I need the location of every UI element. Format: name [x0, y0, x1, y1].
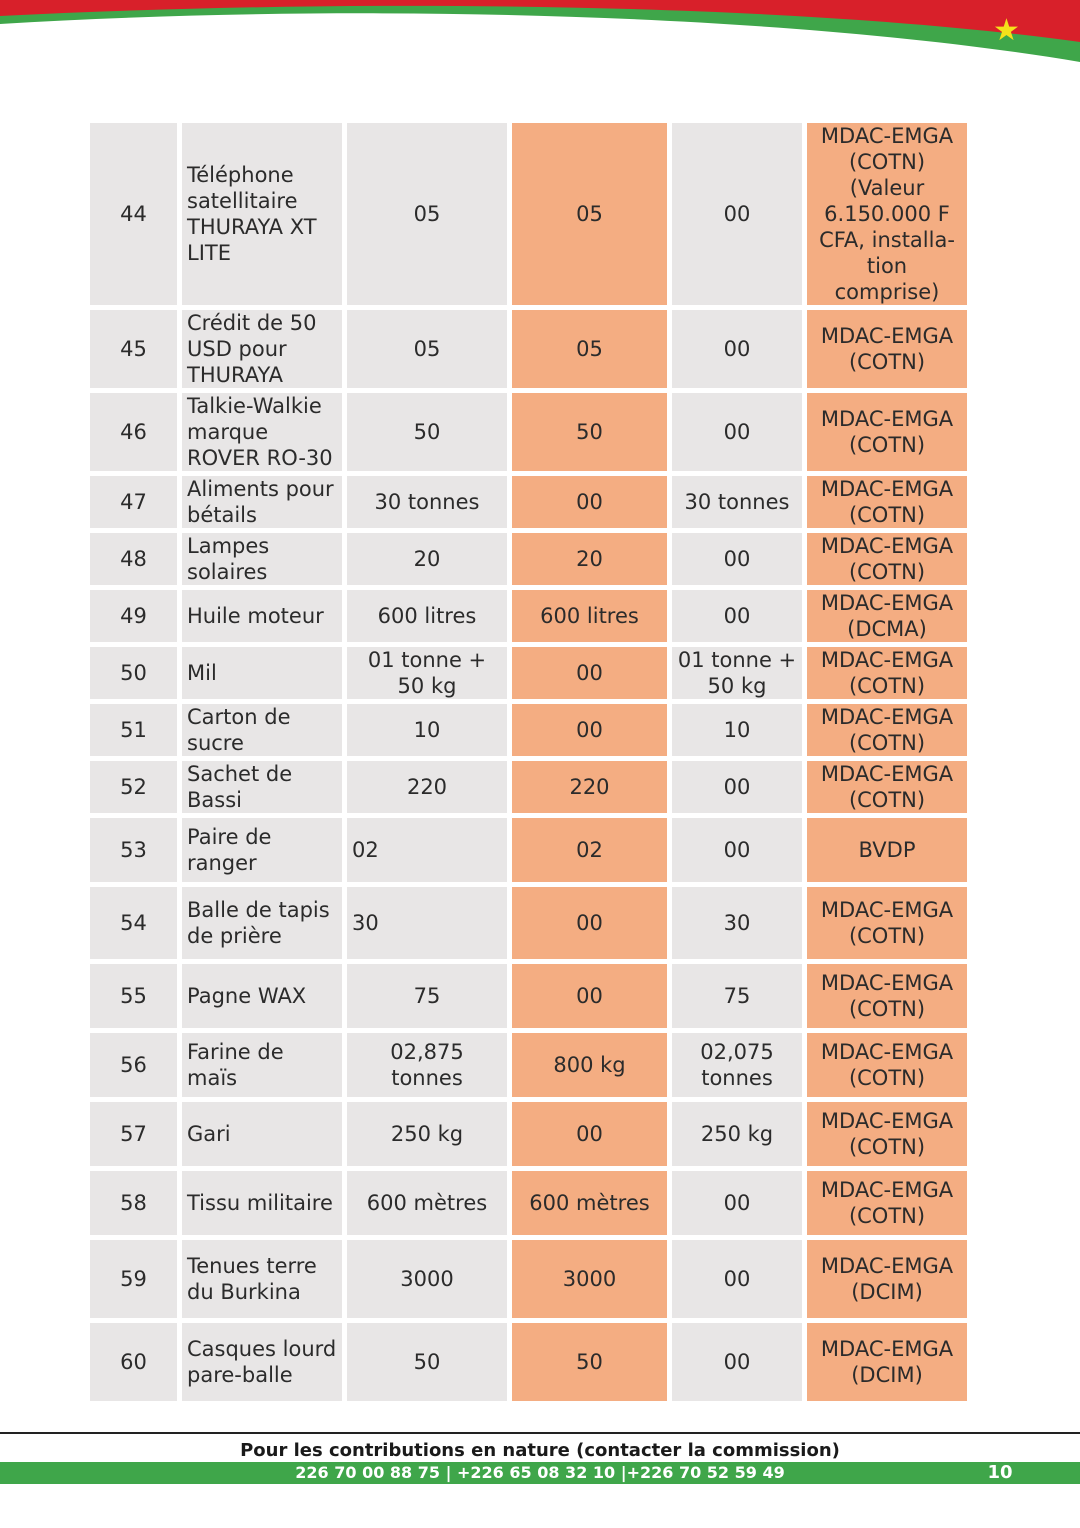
- row-number: 60: [90, 1323, 177, 1401]
- quantity-promised: 30 tonnes: [347, 476, 507, 528]
- quantity-remaining: 00: [672, 1240, 802, 1318]
- quantity-remaining: 00: [672, 818, 802, 882]
- table-row: [90, 533, 967, 585]
- quantity-remaining: 250 kg: [672, 1102, 802, 1166]
- quantity-remaining: 00: [672, 310, 802, 388]
- quantity-remaining: 00: [672, 1171, 802, 1235]
- quantity-remaining: 00: [672, 533, 802, 585]
- quantity-promised: 600 mètres: [347, 1171, 507, 1235]
- destination: MDAC-EMGA (COTN): [807, 704, 967, 756]
- quantity-promised: 20: [347, 533, 507, 585]
- quantity-received: 00: [512, 1102, 667, 1166]
- star-icon: ★: [993, 13, 1020, 48]
- quantity-promised: 220: [347, 761, 507, 813]
- row-number: 58: [90, 1171, 177, 1235]
- item-name: Tissu militaire: [182, 1171, 342, 1235]
- table-row: [90, 310, 967, 388]
- quantity-received: 800 kg: [512, 1033, 667, 1097]
- quantity-promised: 50: [347, 393, 507, 471]
- item-name: Huile moteur: [182, 590, 342, 642]
- destination: MDAC-EMGA (COTN): [807, 964, 967, 1028]
- quantity-promised: 01 tonne + 50 kg: [347, 647, 507, 699]
- quantity-promised: 600 litres: [347, 590, 507, 642]
- quantity-promised: 05: [347, 310, 507, 388]
- item-name: Téléphone satellitaire THURAYA XT LITE: [182, 123, 342, 305]
- quantity-promised: 250 kg: [347, 1102, 507, 1166]
- row-number: 51: [90, 704, 177, 756]
- quantity-received: 00: [512, 476, 667, 528]
- row-number: 44: [90, 123, 177, 305]
- quantity-received: 50: [512, 393, 667, 471]
- quantity-received: 05: [512, 123, 667, 305]
- row-number: 56: [90, 1033, 177, 1097]
- item-name: Gari: [182, 1102, 342, 1166]
- destination: MDAC-EMGA (COTN): [807, 1102, 967, 1166]
- destination: MDAC-EMGA (COTN)(Valeur 6.150.000 F CFA, installa-tion comprise): [807, 123, 967, 305]
- quantity-remaining: 00: [672, 393, 802, 471]
- item-name: Lampes solaires: [182, 533, 342, 585]
- quantity-received: 600 litres: [512, 590, 667, 642]
- destination: BVDP: [807, 818, 967, 882]
- quantity-remaining: 00: [672, 123, 802, 305]
- quantity-promised: 02: [347, 818, 507, 882]
- row-number: 46: [90, 393, 177, 471]
- table-row: [90, 1240, 967, 1318]
- table-row: [90, 818, 967, 882]
- footer-bar: [0, 1462, 1080, 1484]
- item-name: Farine de maïs: [182, 1033, 342, 1097]
- row-number: 54: [90, 887, 177, 959]
- destination: MDAC-EMGA (COTN): [807, 1171, 967, 1235]
- destination: MDAC-EMGA (COTN): [807, 533, 967, 585]
- destination: MDAC-EMGA (COTN): [807, 647, 967, 699]
- table-row: [90, 476, 967, 528]
- table-row: [90, 123, 967, 305]
- item-name: Aliments pour bétails: [182, 476, 342, 528]
- table-row: [90, 393, 967, 471]
- item-name: Tenues terre du Burkina: [182, 1240, 342, 1318]
- table-row: [90, 1323, 967, 1401]
- table-row: [90, 761, 967, 813]
- item-name: Balle de tapis de prière: [182, 887, 342, 959]
- row-number: 57: [90, 1102, 177, 1166]
- row-number: 47: [90, 476, 177, 528]
- destination: MDAC-EMGA (DCMA): [807, 590, 967, 642]
- item-name: Paire de ranger: [182, 818, 342, 882]
- quantity-received: 00: [512, 704, 667, 756]
- quantity-remaining: 00: [672, 590, 802, 642]
- item-name: Sachet de Bassi: [182, 761, 342, 813]
- row-number: 52: [90, 761, 177, 813]
- row-number: 53: [90, 818, 177, 882]
- destination: MDAC-EMGA (COTN): [807, 310, 967, 388]
- item-name: Talkie-Walkie marque ROVER RO-30: [182, 393, 342, 471]
- quantity-received: 05: [512, 310, 667, 388]
- destination: MDAC-EMGA (COTN): [807, 887, 967, 959]
- row-number: 55: [90, 964, 177, 1028]
- row-number: 49: [90, 590, 177, 642]
- row-number: 50: [90, 647, 177, 699]
- quantity-remaining: 75: [672, 964, 802, 1028]
- destination: MDAC-EMGA (COTN): [807, 1033, 967, 1097]
- footer-phone-numbers: 226 70 00 88 75 | +226 65 08 32 10 |+226 70 52 59 49: [295, 1463, 785, 1482]
- quantity-received: 00: [512, 964, 667, 1028]
- table-row: [90, 647, 967, 699]
- quantity-promised: 05: [347, 123, 507, 305]
- destination: MDAC-EMGA (COTN): [807, 393, 967, 471]
- quantity-remaining: 10: [672, 704, 802, 756]
- quantity-received: 20: [512, 533, 667, 585]
- destination: MDAC-EMGA (DCIM): [807, 1240, 967, 1318]
- table-row: [90, 1171, 967, 1235]
- quantity-promised: 10: [347, 704, 507, 756]
- quantity-remaining: 30: [672, 887, 802, 959]
- quantity-remaining: 00: [672, 1323, 802, 1401]
- destination: MDAC-EMGA (COTN): [807, 476, 967, 528]
- row-number: 45: [90, 310, 177, 388]
- quantity-remaining: 30 tonnes: [672, 476, 802, 528]
- table-row: [90, 887, 967, 959]
- quantity-received: 50: [512, 1323, 667, 1401]
- quantity-received: 00: [512, 647, 667, 699]
- flag-banner: [0, 0, 1080, 70]
- table-row: [90, 590, 967, 642]
- quantity-remaining: 00: [672, 761, 802, 813]
- quantity-received: 00: [512, 887, 667, 959]
- quantity-received: 220: [512, 761, 667, 813]
- table-row: [90, 1102, 967, 1166]
- destination: MDAC-EMGA (DCIM): [807, 1323, 967, 1401]
- item-name: Crédit de 50 USD pour THURAYA: [182, 310, 342, 388]
- row-number: 59: [90, 1240, 177, 1318]
- footer-contact-text: Pour les contributions en nature (contacter la commission): [240, 1440, 840, 1461]
- quantity-promised: 3000: [347, 1240, 507, 1318]
- table-row: [90, 1033, 967, 1097]
- item-name: Carton de sucre: [182, 704, 342, 756]
- table-row: [90, 964, 967, 1028]
- destination: MDAC-EMGA (COTN): [807, 761, 967, 813]
- page-number: 10: [987, 1462, 1013, 1483]
- row-number: 48: [90, 533, 177, 585]
- quantity-promised: 02,875 tonnes: [347, 1033, 507, 1097]
- quantity-promised: 75: [347, 964, 507, 1028]
- quantity-remaining: 02,075 tonnes: [672, 1033, 802, 1097]
- quantity-received: 600 mètres: [512, 1171, 667, 1235]
- quantity-received: 02: [512, 818, 667, 882]
- quantity-promised: 50: [347, 1323, 507, 1401]
- table-row: [90, 704, 967, 756]
- quantity-remaining: 01 tonne + 50 kg: [672, 647, 802, 699]
- donations-table: [85, 118, 972, 1406]
- footer-divider: [0, 1432, 1080, 1434]
- item-name: Mil: [182, 647, 342, 699]
- item-name: Casques lourd pare-balle: [182, 1323, 342, 1401]
- quantity-promised: 30: [347, 887, 507, 959]
- quantity-received: 3000: [512, 1240, 667, 1318]
- item-name: Pagne WAX: [182, 964, 342, 1028]
